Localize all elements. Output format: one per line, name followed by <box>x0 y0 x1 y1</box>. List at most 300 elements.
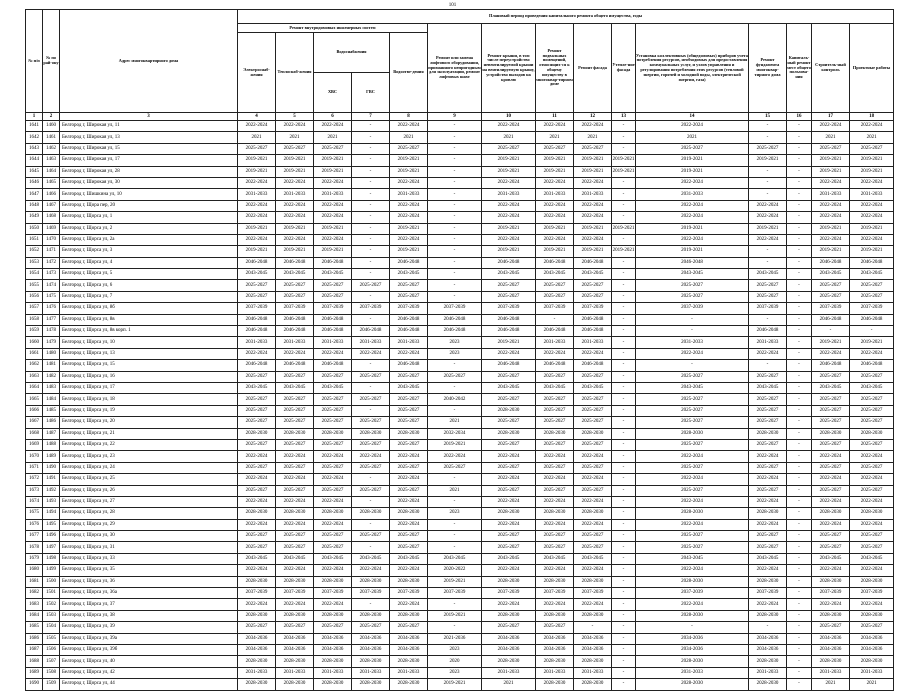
table-cell: 2025-2027 <box>352 371 390 382</box>
table-cell: 2019-2021 <box>850 155 894 166</box>
table-cell: 1502 <box>43 599 60 610</box>
table-cell: - <box>787 485 812 496</box>
table-cell: - <box>787 576 812 587</box>
table-cell: - <box>352 166 390 177</box>
table-cell: 2019-2021 <box>812 246 850 257</box>
table-cell: - <box>352 234 390 245</box>
table-cell: - <box>787 189 812 200</box>
table-cell: 2019-2021 <box>482 246 536 257</box>
table-cell: 1475 <box>43 291 60 302</box>
table-cell: 2021 <box>536 132 574 143</box>
table-cell: 2031-2033 <box>812 667 850 678</box>
table-cell: - <box>612 428 636 439</box>
table-cell: 2022-2024 <box>482 212 536 223</box>
table-cell: 1660 <box>26 337 43 348</box>
table-cell: 2022-2024 <box>390 348 428 359</box>
table-cell: - <box>428 200 482 211</box>
table-cell: 2025-2027 <box>314 542 352 553</box>
table-cell: 2022-2024 <box>482 519 536 530</box>
table-cell: 2019-2021 <box>390 166 428 177</box>
table-cell: 2022-2024 <box>482 474 536 485</box>
table-cell: 2019-2021 <box>812 337 850 348</box>
table-cell: 1662 <box>26 360 43 371</box>
table-cell: 2043-2045 <box>574 553 612 564</box>
table-cell: 2019-2021 <box>574 246 612 257</box>
table-cell: 2028-2030 <box>850 428 894 439</box>
table-cell: - <box>787 679 812 690</box>
header-meters: Установка коллективных (общедомовых) приборов учета потребления ресурсов, необходимых для предоставления коммунальных услуг, и узлов управления и регулирования потребления этих ресурсов (тепловой энергии, горячей и холодной воды, электрической энергии, газа) <box>636 24 749 113</box>
table-cell: 2022-2024 <box>749 599 787 610</box>
table-cell: 2037-2039 <box>574 588 612 599</box>
address-cell: Белгород г, Щорса ул, 35 <box>60 565 238 576</box>
table-cell: 2022-2024 <box>276 348 314 359</box>
address-cell: Белгород г, Щорса ул, 13 <box>60 348 238 359</box>
table-cell: 2025-2027 <box>352 280 390 291</box>
table-cell: - <box>787 200 812 211</box>
table-cell: 1642 <box>26 132 43 143</box>
table-cell: 1659 <box>26 326 43 337</box>
table-cell: - <box>787 166 812 177</box>
table-cell: 2046-2048 <box>574 360 612 371</box>
table-cell: 2031-2033 <box>276 667 314 678</box>
column-number: 7 <box>352 113 390 121</box>
table-cell: 2025-2027 <box>574 405 612 416</box>
table-row <box>26 303 894 314</box>
table-cell: 2025-2027 <box>636 417 749 428</box>
table-cell: 2022-2024 <box>238 200 276 211</box>
table-cell: 2019-2021 <box>428 610 482 621</box>
address-cell: Белгород г, Щорса ул, 31 <box>60 542 238 553</box>
table-cell: 1685 <box>26 622 43 633</box>
table-cell: 2025-2027 <box>314 417 352 428</box>
header-district-num: № по рай-ону <box>43 10 60 113</box>
address-cell: Белгород г, Щорса ул, 10 <box>60 337 238 348</box>
table-cell: 2022-2024 <box>276 121 314 132</box>
table-cell: 2025-2027 <box>238 143 276 154</box>
table-row <box>26 269 894 280</box>
table-cell: 2046-2048 <box>482 257 536 268</box>
table-cell: 2046-2048 <box>812 257 850 268</box>
header-water-supply: Водоснабжения <box>314 33 390 73</box>
table-cell: 2043-2045 <box>390 269 428 280</box>
table-cell: 2025-2027 <box>352 417 390 428</box>
table-cell: - <box>352 291 390 302</box>
table-cell: 2025-2027 <box>276 371 314 382</box>
table-cell: 2031-2033 <box>352 337 390 348</box>
table-cell: - <box>352 177 390 188</box>
table-cell: 2028-2030 <box>314 610 352 621</box>
table-cell: - <box>352 223 390 234</box>
table-cell: 2034-2036 <box>276 633 314 644</box>
table-cell: 2022-2024 <box>574 212 612 223</box>
table-cell: 2034-2036 <box>482 644 536 655</box>
table-cell: 2022-2024 <box>850 565 894 576</box>
address-cell: Белгород г, Щорса ул, 8в корп. 1 <box>60 326 238 337</box>
table-cell: 1476 <box>43 303 60 314</box>
table-cell: 2043-2045 <box>850 269 894 280</box>
table-cell: 2022-2024 <box>390 496 428 507</box>
table-cell: 2025-2027 <box>390 622 428 633</box>
table-cell: - <box>612 622 636 633</box>
table-cell: 2019-2021 <box>390 246 428 257</box>
table-cell: - <box>428 212 482 223</box>
table-cell: 2028-2030 <box>238 679 276 690</box>
table-cell: 2028-2030 <box>482 610 536 621</box>
table-cell: 2022-2024 <box>636 212 749 223</box>
table-cell: - <box>612 314 636 325</box>
table-cell: 2022-2024 <box>314 212 352 223</box>
table-cell: - <box>787 246 812 257</box>
table-cell: 2022-2024 <box>536 496 574 507</box>
table-cell: 2028-2030 <box>238 428 276 439</box>
table-cell: 2022-2024 <box>428 451 482 462</box>
table-cell: 2022-2024 <box>276 234 314 245</box>
table-cell: 2022-2024 <box>238 451 276 462</box>
table-cell: 2022-2024 <box>574 200 612 211</box>
table-cell: 2022-2024 <box>749 451 787 462</box>
table-cell: 2031-2033 <box>812 189 850 200</box>
table-row <box>26 474 894 485</box>
address-cell: Белгород г, Широкая ул, 15 <box>60 143 238 154</box>
table-cell: - <box>787 223 812 234</box>
address-cell: Белгород г, Щорса ул, 36а <box>60 588 238 599</box>
address-cell: Белгород г, Широкая ул, 28 <box>60 166 238 177</box>
table-cell: 2025-2027 <box>636 439 749 450</box>
table-cell: 2025-2027 <box>850 531 894 542</box>
address-cell: Белгород г, Щорса ул, 8в <box>60 314 238 325</box>
table-cell: - <box>787 132 812 143</box>
table-cell: 2031-2033 <box>536 667 574 678</box>
table-cell: 2025-2027 <box>276 143 314 154</box>
table-cell: 2025-2027 <box>390 417 428 428</box>
table-cell: 1486 <box>43 417 60 428</box>
table-cell: 2028-2030 <box>482 508 536 519</box>
table-cell: 2028-2030 <box>749 508 787 519</box>
table-row <box>26 633 894 644</box>
table-cell: 1496 <box>43 531 60 542</box>
table-cell: 2025-2027 <box>574 485 612 496</box>
table-cell: 2022-2024 <box>238 474 276 485</box>
table-cell: 1657 <box>26 303 43 314</box>
table-cell: - <box>787 508 812 519</box>
table-cell: - <box>787 405 812 416</box>
table-row <box>26 417 894 428</box>
header-num: № п/п <box>26 10 43 113</box>
table-cell: - <box>352 257 390 268</box>
table-cell: - <box>787 644 812 655</box>
table-cell: 1465 <box>43 177 60 188</box>
table-cell: 2022-2024 <box>390 519 428 530</box>
table-cell: 1665 <box>26 394 43 405</box>
table-cell: 2046-2048 <box>314 326 352 337</box>
table-cell: 1471 <box>43 246 60 257</box>
table-cell: 2022-2024 <box>482 599 536 610</box>
table-cell: 2046-2048 <box>574 314 612 325</box>
table-cell: - <box>428 223 482 234</box>
table-cell: 2021 <box>636 132 749 143</box>
table-cell: 2028-2030 <box>812 610 850 621</box>
address-cell: Белгород г, Щорса ул, 15 <box>60 360 238 371</box>
address-cell: Белгород г, Широкая ул, 17 <box>60 155 238 166</box>
table-cell: 2028-2030 <box>482 428 536 439</box>
table-cell: 2019-2021 <box>238 155 276 166</box>
table-cell: 2021 <box>390 132 428 143</box>
table-cell: 2031-2033 <box>238 337 276 348</box>
table-cell: - <box>787 496 812 507</box>
header-lift: Ремонт или замена лифтового оборудования, признанного непригодным для эксплуатации, ремонт лифтовых шахт <box>428 24 482 113</box>
table-cell: 2025-2027 <box>574 371 612 382</box>
table-cell: - <box>574 622 612 633</box>
table-cell: - <box>612 382 636 393</box>
address-cell: Белгород г, Щорса ул, 28 <box>60 508 238 519</box>
table-cell: 2046-2048 <box>574 326 612 337</box>
table-cell: 1484 <box>43 394 60 405</box>
table-cell: 2022-2024 <box>850 496 894 507</box>
table-cell: 2025-2027 <box>636 280 749 291</box>
table-cell: 2028-2030 <box>238 610 276 621</box>
table-cell: 1666 <box>26 405 43 416</box>
table-cell: 1684 <box>26 610 43 621</box>
address-cell: Белгород г, Щорса ул, 8б <box>60 303 238 314</box>
table-cell: - <box>428 360 482 371</box>
table-cell: 2028-2030 <box>314 428 352 439</box>
table-cell: 2019-2021 <box>636 155 749 166</box>
table-cell: 2021 <box>238 132 276 143</box>
table-cell: 2025-2027 <box>850 280 894 291</box>
table-cell: - <box>352 246 390 257</box>
address-cell: Белгород г, Широкая ул, 11 <box>60 121 238 132</box>
table-cell: 1480 <box>43 348 60 359</box>
table-cell: 1499 <box>43 565 60 576</box>
table-cell: - <box>612 633 636 644</box>
table-cell: 2046-2048 <box>390 360 428 371</box>
table-cell: 2022-2024 <box>352 348 390 359</box>
column-number: 6 <box>314 113 352 121</box>
address-cell: Белгород г, Щорса ул, 21 <box>60 428 238 439</box>
table-cell: - <box>612 531 636 542</box>
table-cell: - <box>612 200 636 211</box>
table-cell: 2025-2027 <box>749 291 787 302</box>
table-cell: 2037-2039 <box>238 588 276 599</box>
table-cell: - <box>787 234 812 245</box>
table-row <box>26 439 894 450</box>
table-cell: 2032-2034 <box>428 428 482 439</box>
table-cell: 1482 <box>43 371 60 382</box>
table-cell: - <box>612 303 636 314</box>
table-cell: 1478 <box>43 326 60 337</box>
table-cell: 2022-2024 <box>314 519 352 530</box>
table-cell: - <box>612 474 636 485</box>
table-cell: 2025-2027 <box>850 291 894 302</box>
table-cell: - <box>612 496 636 507</box>
table-cell: 2019-2021 <box>482 155 536 166</box>
table-cell: 2025-2027 <box>238 394 276 405</box>
table-cell: - <box>787 417 812 428</box>
table-cell: 2022-2024 <box>482 234 536 245</box>
table-cell: 2043-2045 <box>850 553 894 564</box>
table-cell: 2022-2024 <box>276 177 314 188</box>
table-cell: 2046-2048 <box>238 314 276 325</box>
table-cell: 2025-2027 <box>482 531 536 542</box>
table-cell: 2025-2027 <box>812 622 850 633</box>
table-cell: - <box>749 622 787 633</box>
table-cell: 2019-2021 <box>238 166 276 177</box>
table-row <box>26 451 894 462</box>
table-cell: 2028-2030 <box>636 656 749 667</box>
table-cell: 2019-2021 <box>536 155 574 166</box>
table-cell: 2022-2024 <box>314 496 352 507</box>
table-cell: - <box>428 474 482 485</box>
table-cell: 2019-2021 <box>428 679 482 690</box>
table-cell: 2019-2021 <box>612 223 636 234</box>
table-cell: 2028-2030 <box>238 508 276 519</box>
table-cell: 2031-2033 <box>238 667 276 678</box>
table-cell: 2025-2027 <box>276 531 314 542</box>
table-cell: 2025-2027 <box>390 439 428 450</box>
table-cell: 2021 <box>428 485 482 496</box>
table-cell: 2025-2027 <box>352 394 390 405</box>
table-cell: 2043-2045 <box>352 553 390 564</box>
header-electricity: Электроснаб-жения <box>238 33 276 113</box>
table-row <box>26 132 894 143</box>
table-cell: 1462 <box>43 143 60 154</box>
table-cell: 2025-2027 <box>850 485 894 496</box>
table-cell: 2022-2024 <box>314 200 352 211</box>
table-cell: 2019-2021 <box>574 166 612 177</box>
table-cell: 2025-2027 <box>812 462 850 473</box>
table-cell: 2021 <box>812 132 850 143</box>
table-cell: 2028-2030 <box>574 610 612 621</box>
table-cell: - <box>352 314 390 325</box>
column-numbers-row <box>26 113 894 121</box>
table-cell: - <box>787 633 812 644</box>
address-cell: Белгород г, Щорса ул, 26 <box>60 485 238 496</box>
table-cell: 2046-2048 <box>276 360 314 371</box>
table-cell: 2019-2021 <box>314 155 352 166</box>
table-cell: 1489 <box>43 451 60 462</box>
table-cell: 2025-2027 <box>390 371 428 382</box>
table-cell: 2028-2030 <box>482 656 536 667</box>
table-cell: - <box>612 588 636 599</box>
table-row <box>26 496 894 507</box>
table-cell: - <box>749 189 787 200</box>
table-cell: 2028-2030 <box>636 576 749 587</box>
table-cell: 2037-2039 <box>352 588 390 599</box>
table-cell: 2028-2030 <box>314 656 352 667</box>
table-cell: 2031-2033 <box>276 189 314 200</box>
table-row <box>26 200 894 211</box>
table-cell: 2043-2045 <box>428 553 482 564</box>
table-cell: 2028-2030 <box>536 576 574 587</box>
table-cell: 2046-2048 <box>238 360 276 371</box>
table-row <box>26 610 894 621</box>
table-cell: 2046-2048 <box>314 257 352 268</box>
table-cell: 2028-2030 <box>574 656 612 667</box>
table-cell: 2019-2021 <box>238 223 276 234</box>
table-cell: 2046-2048 <box>812 314 850 325</box>
table-cell: 1490 <box>43 462 60 473</box>
table-cell: - <box>612 405 636 416</box>
table-cell: 2034-2036 <box>238 633 276 644</box>
table-cell: 2025-2027 <box>812 417 850 428</box>
table-cell: 2031-2033 <box>636 667 749 678</box>
table-cell: 2028-2030 <box>536 679 574 690</box>
table-row <box>26 588 894 599</box>
table-cell: 1483 <box>43 382 60 393</box>
table-cell: 2022-2024 <box>238 519 276 530</box>
table-cell: 2028-2030 <box>536 508 574 519</box>
table-row <box>26 234 894 245</box>
column-number: 3 <box>60 113 238 121</box>
table-cell: 2022-2024 <box>574 599 612 610</box>
table-cell: 2028-2030 <box>482 405 536 416</box>
table-cell: 2028-2030 <box>276 508 314 519</box>
address-cell: Белгород г, Щорса ул, 25 <box>60 474 238 485</box>
table-cell: 2034-2036 <box>574 633 612 644</box>
table-row <box>26 166 894 177</box>
table-cell: 2037-2039 <box>390 588 428 599</box>
table-cell: - <box>749 177 787 188</box>
table-cell: 2025-2027 <box>482 394 536 405</box>
table-cell: 2046-2048 <box>482 326 536 337</box>
table-cell: 1683 <box>26 599 43 610</box>
column-number: 12 <box>574 113 612 121</box>
address-cell: Белгород г, Щорса ул, 6 <box>60 280 238 291</box>
table-cell: 2022-2024 <box>636 496 749 507</box>
table-cell: - <box>612 439 636 450</box>
table-cell: 2028-2030 <box>749 576 787 587</box>
table-cell: 2043-2045 <box>636 553 749 564</box>
table-cell: 1481 <box>43 360 60 371</box>
table-cell: 2022-2024 <box>536 200 574 211</box>
table-cell: 2025-2027 <box>749 531 787 542</box>
table-cell: - <box>612 326 636 337</box>
table-cell: 2019-2021 <box>574 155 612 166</box>
table-cell: 1492 <box>43 485 60 496</box>
table-cell: 2025-2027 <box>238 417 276 428</box>
table-row <box>26 542 894 553</box>
table-row <box>26 656 894 667</box>
table-cell: 2019-2021 <box>276 155 314 166</box>
table-cell: 2037-2039 <box>749 303 787 314</box>
table-cell: 2022-2024 <box>276 599 314 610</box>
capital-repair-table <box>25 9 894 691</box>
table-cell: 2025-2027 <box>390 280 428 291</box>
table-cell: 2025-2027 <box>390 531 428 542</box>
table-cell: - <box>612 542 636 553</box>
table-cell: 2037-2039 <box>536 588 574 599</box>
table-cell: 2022-2024 <box>352 451 390 462</box>
table-cell: 2022-2024 <box>636 599 749 610</box>
table-cell: 2020-2022 <box>428 565 482 576</box>
table-row <box>26 189 894 200</box>
table-cell: 2025-2027 <box>749 485 787 496</box>
table-cell: 2028-2030 <box>812 508 850 519</box>
table-cell: 1658 <box>26 314 43 325</box>
table-cell: 1653 <box>26 257 43 268</box>
table-cell: 2031-2033 <box>390 667 428 678</box>
table-cell: 2028-2030 <box>850 656 894 667</box>
table-cell: 2046-2048 <box>276 314 314 325</box>
table-cell: 2025-2027 <box>574 394 612 405</box>
table-cell: 2019-2021 <box>238 246 276 257</box>
table-cell: 1494 <box>43 508 60 519</box>
table-cell: 2031-2033 <box>390 189 428 200</box>
table-cell: 2046-2048 <box>636 257 749 268</box>
table-cell: 2022-2024 <box>574 234 612 245</box>
table-cell: 2034-2036 <box>749 644 787 655</box>
table-cell: 2025-2027 <box>276 280 314 291</box>
